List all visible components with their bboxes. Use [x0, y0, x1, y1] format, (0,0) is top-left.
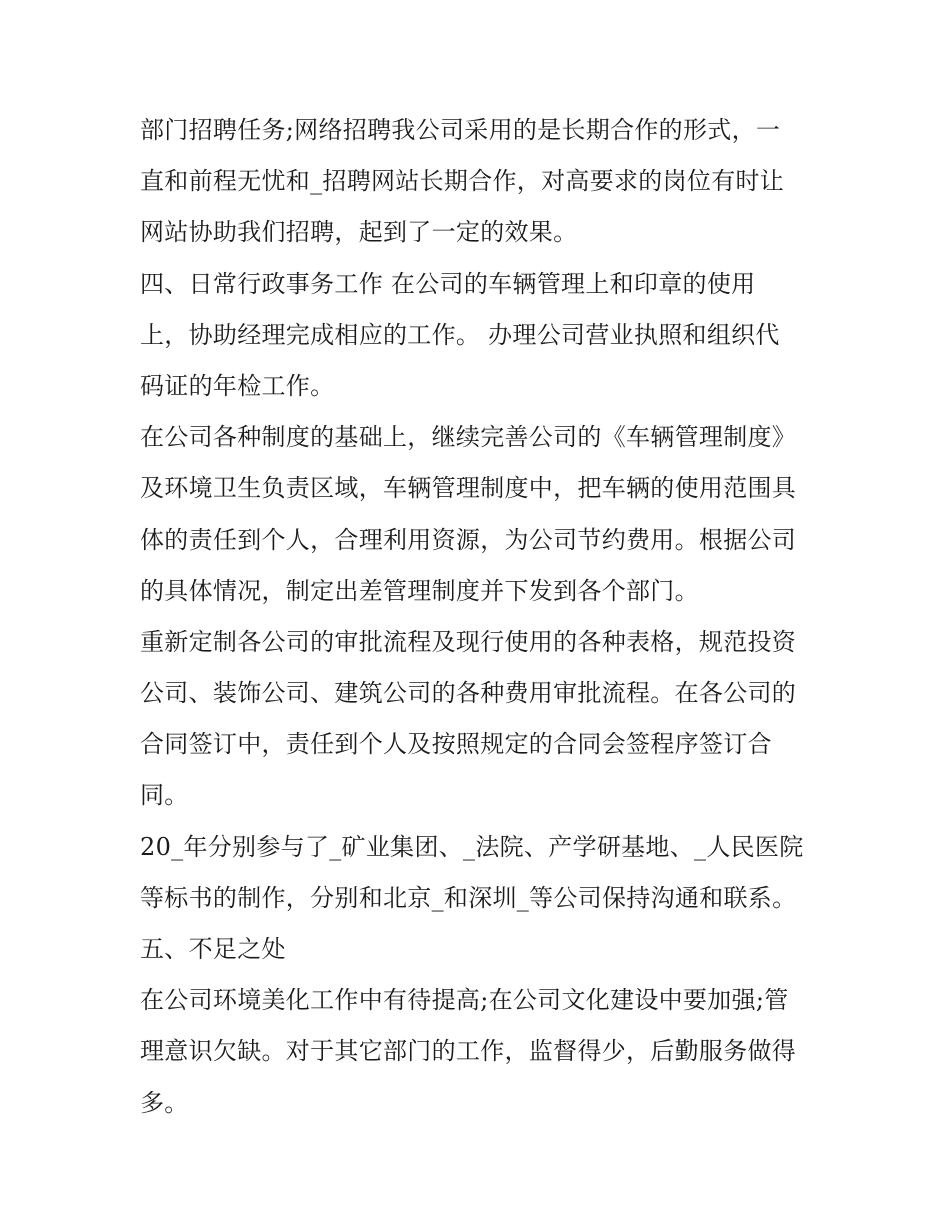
- text-line-6: 码证的年检工作。: [140, 371, 335, 400]
- text-line-1: 部门招聘任务;网络招聘我公司采用的是长期合作的形式，一: [140, 116, 781, 144]
- text-line-2: 直和前程无忧和_招聘网站长期合作，对高要求的岗位有时让: [140, 167, 785, 196]
- text-line-12: 公司、装饰公司、建筑公司的各种费用审批流程。在各公司的: [140, 679, 797, 708]
- text-line-5: 上，协助经理完成相应的工作。 办理公司营业执照和组织代: [140, 320, 780, 349]
- section-heading-5: 五、不足之处: [140, 935, 286, 963]
- text-line-7: 在公司各种制度的基础上，继续完善公司的《车辆管理制度》: [140, 423, 797, 452]
- text-line-15: 20_年分别参与了_矿业集团、_法院、产学研基地、_人民医院: [140, 832, 804, 861]
- document-body: [140, 105, 820, 1129]
- text-line-9: 体的责任到个人，合理利用资源，为公司节约费用。根据公司: [140, 525, 797, 554]
- text-line-19: 理意识欠缺。对于其它部门的工作，监督得少，后勤服务做得: [140, 1037, 797, 1066]
- text-line-10: 的具体情况，制定出差管理制度并下发到各个部门。: [140, 576, 699, 605]
- text-line-14: 同。: [140, 781, 189, 810]
- text-line-16: 等标书的制作，分别和北京_和深圳_等公司保持沟通和联系。: [140, 883, 797, 912]
- text-line-8: 及环境卫生负责区域，车辆管理制度中，把车辆的使用范围具: [140, 474, 797, 503]
- text-line-11: 重新定制各公司的审批流程及现行使用的各种表格，规范投资: [140, 627, 797, 656]
- section-heading-4: 四、日常行政事务工作 在公司的车辆管理上和印章的使用: [140, 269, 756, 298]
- text-line-20: 多。: [140, 1088, 189, 1117]
- text-line-3: 网站协助我们招聘，起到了一定的效果。: [140, 218, 578, 247]
- text-line-18: 在公司环境美化工作中有待提高;在公司文化建设中要加强;管: [140, 986, 789, 1015]
- text-line-13: 合同签订中，责任到个人及按照规定的合同会签程序签订合: [140, 730, 772, 759]
